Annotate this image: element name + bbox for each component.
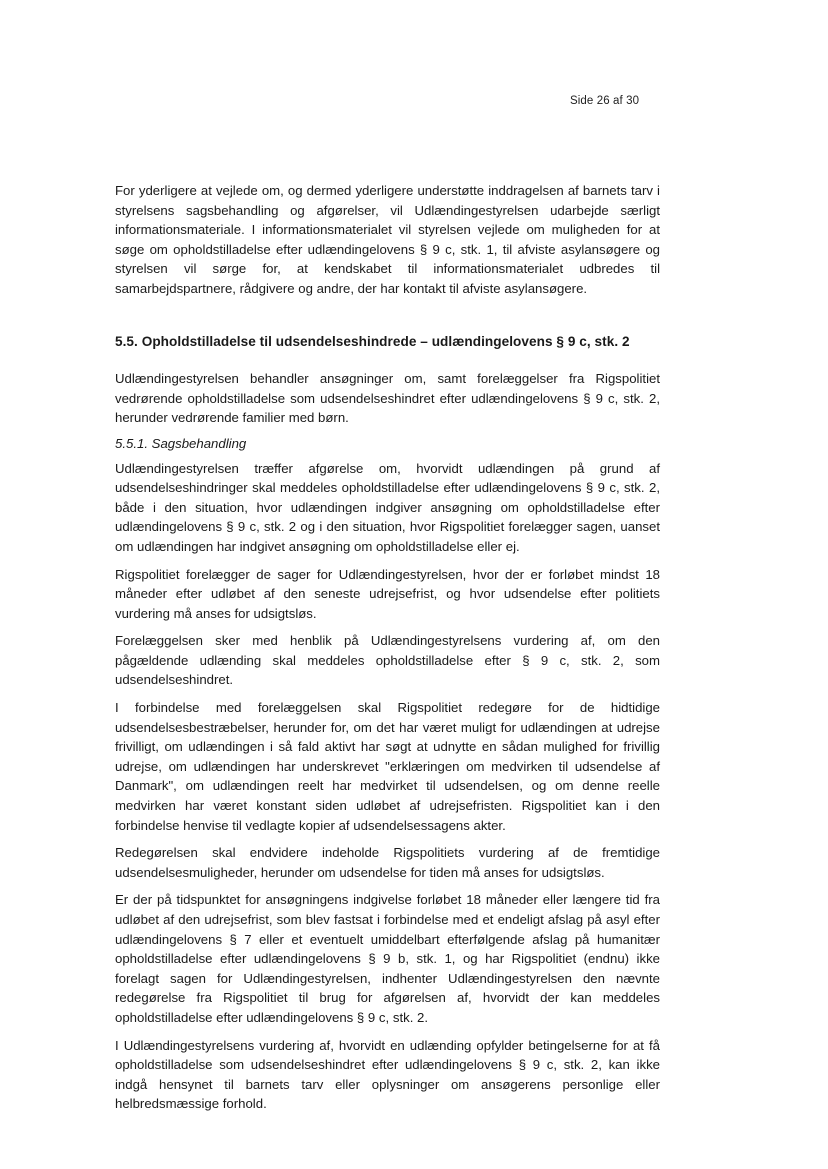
paragraph: Udlændingestyrelsen træffer afgørelse om, hvorvidt udlændingen på grund af udsendelseshindringer skal meddeles opholdstilladelse efter udlændingelovens § 9 c, stk. 2, både i den situation, hvor udlændingen indgiver ansøgning om opholdstilladelse efter udlændingelovens § 9 c, stk. 2 og i den situation, hvor Rigspolitiet forelægger sagen, uanset om udlændingen har indgivet ansøgning om opholdstilladelse eller ej. <box>115 460 660 554</box>
paragraph: Forelæggelsen sker med henblik på Udlændingestyrelsens vurdering af, om den pågældende udlænding skal meddeles opholdstilladelse efter § 9 c, stk. 2, som udsendelseshindret. <box>115 633 660 688</box>
paragraph: I forbindelse med forelæggelsen skal Rigspolitiet redegøre for de hidtidige udsendelsesbestræbelser, herunder for, om det har været muligt for udlændingen at udrejse frivilligt, om udlændingen i så fald aktivt har søgt at udnytte en sådan mulighed for frivillig udrejse, om udlændingen har underskrevet "erklæringen om medvirken til udsendelse af Danmark", om udlændingen reelt har medvirket til udsendelsen, og om denne reelle medvirken har været konstant siden udløbet af udrejsefristen. Rigspolitiet kan i den forbindelse henvise til vedlagte kopier af udsendelsessagens akter. <box>115 700 660 833</box>
paragraph: Redegørelsen skal endvidere indeholde Rigspolitiets vurdering af de fremtidige udsendelsesmuligheder, herunder om udsendelse for tiden må anses for udsigtsløs. <box>115 845 660 880</box>
section-intro-paragraph: Udlændingestyrelsen behandler ansøgninger om, samt forelæggelser fra Rigspolitiet vedrørende opholdstilladelse som udsendelseshindret efter udlændingelovens § 9 c, stk. 2, herunder vedrørende familier med børn. <box>115 371 660 426</box>
paragraph: Er der på tidspunktet for ansøgningens indgivelse forløbet 18 måneder eller længere tid fra udløbet af den udrejsefrist, som blev fastsat i forbindelse med et endeligt afslag på asyl efter udlændingelovens § 7 eller et eventuelt umiddelbart efterfølgende afslag på humanitær opholdstilladelse efter udlændingelovens § 9 b, stk. 1, og har Rigspolitiet (endnu) ikke forelagt sagen for Udlændingestyrelsen, indhenter Udlændingestyrelsen den nævnte redegørelse fra Rigspolitiet til brug for afgørelsen af, hvorvidt der kan meddeles opholdstilladelse efter udlændingelovens § 9 c, stk. 2. <box>115 892 660 1025</box>
page-number: Side 26 af 30 <box>570 95 640 107</box>
intro-paragraph: For yderligere at vejlede om, og dermed yderligere understøtte inddragelsen af barnets tarv i styrelsens sagsbehandling og afgørelser, vil Udlændingestyrelsen udarbejde særligt informationsmateriale. I informationsmaterialet vil styrelsen vejlede om muligheden for at søge om opholdstilladelse efter udlændingelovens § 9 c, stk. 1, til afviste asylansøgere og styrelsen vil sørge for, at kendskabet til informationsmaterialet udbredes til samarbejdspartnere, rådgivere og andre, der har kontakt til afviste asylansøgere. <box>115 183 660 296</box>
document-body <box>115 181 660 1114</box>
subsection-heading: 5.5.1. Sagsbehandling <box>115 435 247 451</box>
paragraph: Rigspolitiet forelægger de sager for Udlændingestyrelsen, hvor der er forløbet mindst 18 måneder efter udløbet af den seneste udrejsefrist, og hvor udsendelse efter politiets vurdering må anses for udsigtsløs. <box>115 566 660 621</box>
paragraph: I Udlændingestyrelsens vurdering af, hvorvidt en udlænding opfylder betingelserne for at få opholdstilladelse som udsendelseshindret efter udlændingelovens § 9 c, stk. 2, kan ikke indgå hensynet til barnets tarv eller oplysninger om ansøgerens personlige eller helbredsmæssige forhold. <box>115 1037 660 1112</box>
section-heading: 5.5. Opholdstilladelse til udsendelseshindrede – udlændingelovens § 9 c, stk. 2 <box>115 333 630 349</box>
